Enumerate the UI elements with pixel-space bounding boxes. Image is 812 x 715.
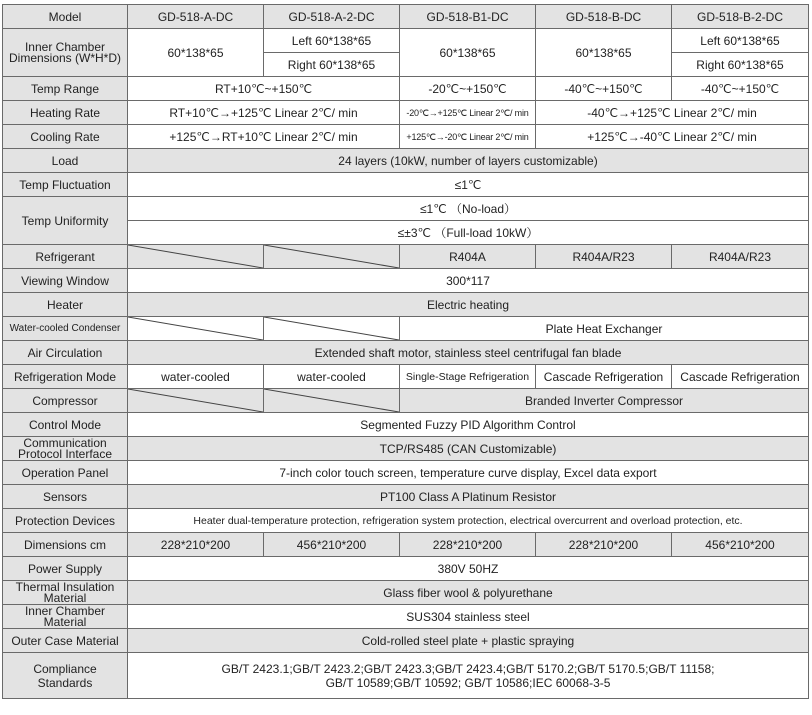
value-cell: RT+10℃→+125℃ Linear 2℃/ min — [128, 101, 400, 125]
value-cell: R404A/R23 — [536, 245, 672, 269]
value-cell: Right 60*138*65 — [264, 53, 400, 77]
row-temp-range — [3, 77, 809, 101]
value-cell: Electric heating — [128, 293, 809, 317]
value-cell: Plate Heat Exchanger — [400, 317, 809, 341]
row-air-circulation — [3, 341, 809, 365]
value-cell: Single-Stage Refrigeration — [400, 365, 536, 389]
row-power-supply — [3, 557, 809, 581]
value-cell: Cold-rolled steel plate + plastic spraying — [128, 629, 809, 653]
row-label: Power Supply — [3, 557, 128, 581]
row-cooling-rate — [3, 125, 809, 149]
value-cell: Left 60*138*65 — [672, 29, 809, 53]
row-label: Heating Rate — [3, 101, 128, 125]
row-protection — [3, 509, 809, 533]
row-label: Load — [3, 149, 128, 173]
value-cell: PT100 Class A Platinum Resistor — [128, 485, 809, 509]
empty-diagonal-cell — [264, 245, 400, 269]
value-cell: Heater dual-temperature protection, refrigeration system protection, electrical overcurrent and overload protection, etc. — [128, 509, 809, 533]
value-cell: 456*210*200 — [264, 533, 400, 557]
value-cell: ≤1℃ — [128, 173, 809, 197]
value-cell: GB/T 2423.1;GB/T 2423.2;GB/T 2423.3;GB/T 2423.4;GB/T 5170.2;GB/T 5170.5;GB/T 11158; GB/T 10589;GB/T 10592; GB/T 10586;IEC 60068-3-5 — [128, 653, 809, 699]
row-temp-fluctuation — [3, 173, 809, 197]
row-label: Temp Uniformity — [3, 197, 128, 245]
value-cell: RT+10℃~+150℃ — [128, 77, 400, 101]
row-model — [3, 5, 809, 29]
row-inner-material — [3, 605, 809, 629]
empty-diagonal-cell — [264, 317, 400, 341]
empty-diagonal-cell — [128, 245, 264, 269]
row-label: Temp Fluctuation — [3, 173, 128, 197]
row-label: Temp Range — [3, 77, 128, 101]
row-label: Water-cooled Condenser — [3, 317, 128, 341]
value-cell: +125℃→-40℃ Linear 2℃/ min — [536, 125, 809, 149]
value-cell: Cascade Refrigeration — [672, 365, 809, 389]
row-label: Refrigeration Mode — [3, 365, 128, 389]
row-viewing-window — [3, 269, 809, 293]
value-cell: water-cooled — [264, 365, 400, 389]
row-label: Cooling Rate — [3, 125, 128, 149]
value-cell: 60*138*65 — [536, 29, 672, 77]
value-cell: TCP/RS485 (CAN Customizable) — [128, 437, 809, 461]
value-cell: +125℃→RT+10℃ Linear 2℃/ min — [128, 125, 400, 149]
value-cell: 7-inch color touch screen, temperature curve display, Excel data export — [128, 461, 809, 485]
value-cell: -40℃~+150℃ — [672, 77, 809, 101]
row-label: Compliance Standards — [3, 653, 128, 699]
spec-table — [2, 4, 809, 699]
model-header-label: Model — [3, 5, 128, 29]
value-cell: 456*210*200 — [672, 533, 809, 557]
row-inner-dimensions — [3, 29, 809, 53]
row-dimensions — [3, 533, 809, 557]
value-cell: R404A — [400, 245, 536, 269]
row-label: Thermal Insulation Material — [3, 581, 128, 605]
empty-diagonal-cell — [128, 389, 264, 413]
row-label: Viewing Window — [3, 269, 128, 293]
value-cell: 228*210*200 — [536, 533, 672, 557]
row-label: Heater — [3, 293, 128, 317]
value-cell: ≤±3℃ （Full-load 10kW） — [128, 221, 809, 245]
value-cell: 228*210*200 — [128, 533, 264, 557]
row-label: Dimensions cm — [3, 533, 128, 557]
value-cell: 60*138*65 — [128, 29, 264, 77]
value-cell: 380V 50HZ — [128, 557, 809, 581]
value-cell: Right 60*138*65 — [672, 53, 809, 77]
model-name: GD-518-B-2-DC — [672, 5, 809, 29]
row-heating-rate — [3, 101, 809, 125]
row-label: Refrigerant — [3, 245, 128, 269]
value-cell: -20℃~+150℃ — [400, 77, 536, 101]
value-cell: 228*210*200 — [400, 533, 536, 557]
value-cell: Glass fiber wool & polyurethane — [128, 581, 809, 605]
value-cell: 300*117 — [128, 269, 809, 293]
row-outer-case — [3, 629, 809, 653]
row-label: Inner Chamber Dimensions (W*H*D) — [3, 29, 128, 77]
value-cell: +125℃→-20℃ Linear 2℃/ min — [400, 125, 536, 149]
value-cell: Branded Inverter Compressor — [400, 389, 809, 413]
model-name: GD-518-A-DC — [128, 5, 264, 29]
value-cell: Cascade Refrigeration — [536, 365, 672, 389]
row-standards — [3, 653, 809, 699]
value-cell: Segmented Fuzzy PID Algorithm Control — [128, 413, 809, 437]
model-name: GD-518-B1-DC — [400, 5, 536, 29]
model-name: GD-518-B-DC — [536, 5, 672, 29]
row-label: Communication Protocol Interface — [3, 437, 128, 461]
value-cell: R404A/R23 — [672, 245, 809, 269]
row-control-mode — [3, 413, 809, 437]
row-heater — [3, 293, 809, 317]
row-label: Operation Panel — [3, 461, 128, 485]
value-cell: SUS304 stainless steel — [128, 605, 809, 629]
row-label: Control Mode — [3, 413, 128, 437]
value-cell: -40℃→+125℃ Linear 2℃/ min — [536, 101, 809, 125]
row-refrigeration-mode — [3, 365, 809, 389]
row-operation-panel — [3, 461, 809, 485]
value-cell: Extended shaft motor, stainless steel centrifugal fan blade — [128, 341, 809, 365]
value-cell: -40℃~+150℃ — [536, 77, 672, 101]
value-cell: Left 60*138*65 — [264, 29, 400, 53]
row-label: Outer Case Material — [3, 629, 128, 653]
row-refrigerant — [3, 245, 809, 269]
value-cell: 24 layers (10kW, number of layers customizable) — [128, 149, 809, 173]
row-label: Air Circulation — [3, 341, 128, 365]
value-cell: water-cooled — [128, 365, 264, 389]
row-label: Sensors — [3, 485, 128, 509]
value-cell: ≤1℃ （No-load） — [128, 197, 809, 221]
value-cell: -20℃→+125℃ Linear 2℃/ min — [400, 101, 536, 125]
row-load — [3, 149, 809, 173]
row-temp-uniformity — [3, 197, 809, 221]
row-comm-interface — [3, 437, 809, 461]
model-name: GD-518-A-2-DC — [264, 5, 400, 29]
row-sensors — [3, 485, 809, 509]
row-insulation — [3, 581, 809, 605]
empty-diagonal-cell — [264, 389, 400, 413]
row-label: Compressor — [3, 389, 128, 413]
row-condenser — [3, 317, 809, 341]
row-label: Protection Devices — [3, 509, 128, 533]
row-label: Inner Chamber Material — [3, 605, 128, 629]
value-cell: 60*138*65 — [400, 29, 536, 77]
empty-diagonal-cell — [128, 317, 264, 341]
row-compressor — [3, 389, 809, 413]
